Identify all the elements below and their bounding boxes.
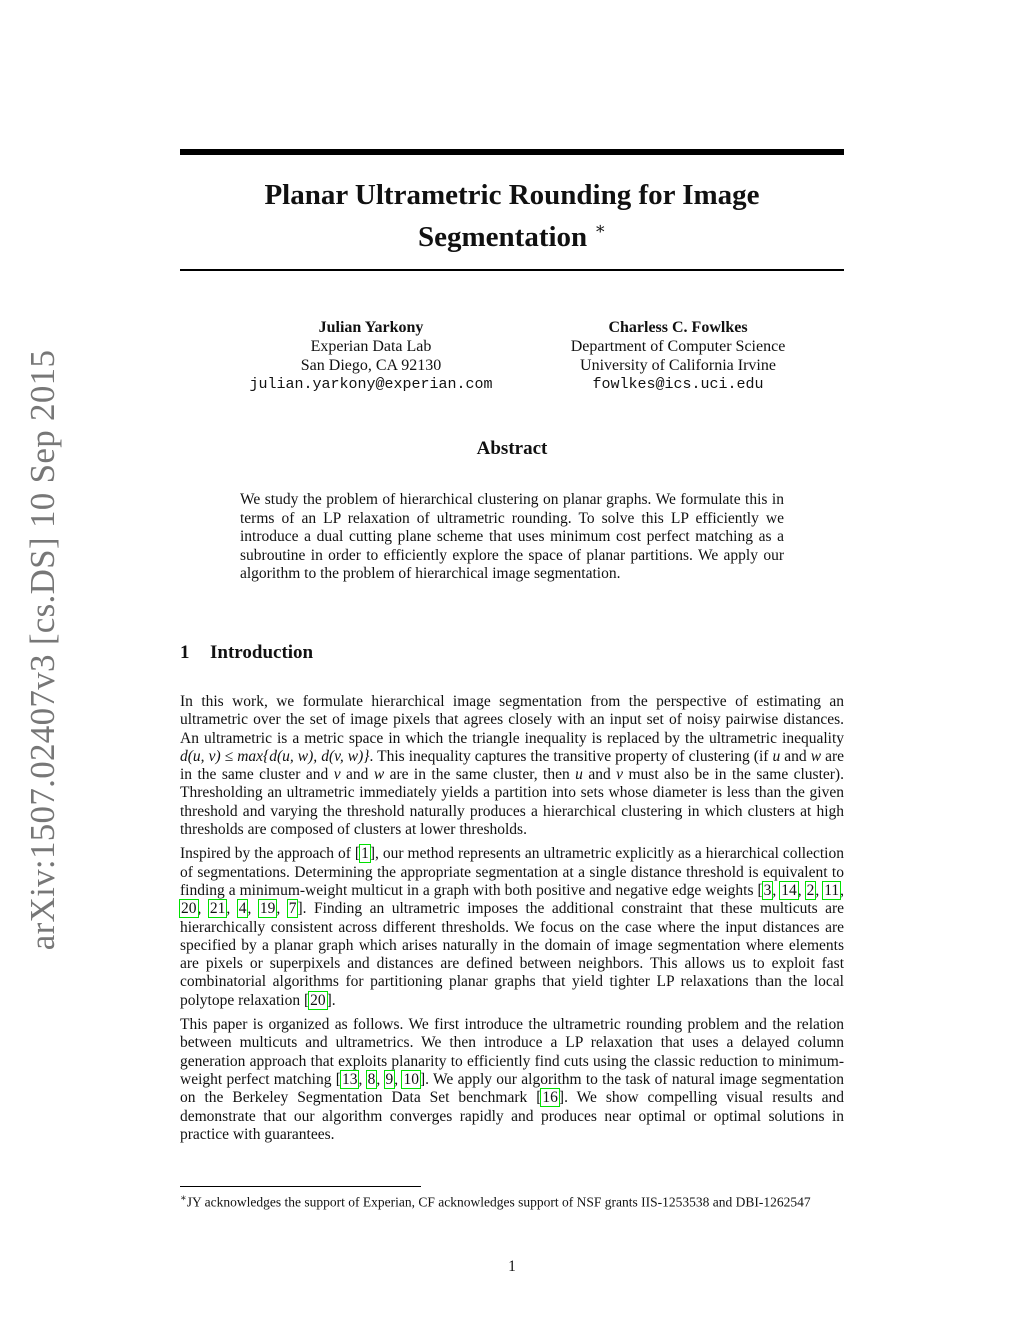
citation-link[interactable]: 11 <box>824 881 840 899</box>
intro-paragraph-1: In this work, we formulate hierarchical image segmentation from the perspective of estimating an ultrametric over the set of image pixels that agrees closely with an input set of noisy pairwise distances. An ultrametric is a metric space in which the triangle inequality is replaced by the ultrametric inequality d(u, v) ≤ max{d(u, w), d(v, w)}. This inequality captures the transitive property of clustering (if u and w are in the same cluster and v and w are in the same cluster, then u and v must also be in the same cluster). Thresholding an ultrametric immediately yields a partition into sets whose diameter is less than the given threshold and varying the threshold naturally produces a hierarchical clustering in which clusters at high thresholds are composed of clusters at lower thresholds. <box>180 693 844 839</box>
intro-paragraph-2: Inspired by the approach of [1], our method represents an ultrametric explicitly as a hierarchical collection of segmentations. Determining the appropriate segmentation at a single distance threshold is equivalent to finding a minimum-weight multicut in a graph with both positive and negative edge weights [3, 14, 2, 11, 20, 21, 4, 19, 7]. Finding an ultrametric imposes the additional constraint that these multicuts are hierarchically consistent across different thresholds. We focus on the case where the input distances are specified by a planar graph which arises naturally in the domain of image segmentation where elements are pixels or superpixels and distances are defined between neighbors. This allows us to exploit fast combinatorial algorithms for partitioning planar graphs that yield tighter LP relaxations than the local polytope relaxation [20]. <box>180 845 845 1009</box>
title-top-rule <box>180 149 844 155</box>
title-footnote-marker: ∗ <box>594 219 606 238</box>
title-line-2: Segmentation <box>418 221 588 253</box>
footnote-marker: ∗ <box>180 1193 187 1204</box>
citation-link[interactable]: 7 <box>288 900 297 918</box>
citation-link[interactable]: 20 <box>181 900 197 918</box>
citation-link[interactable]: 9 <box>385 1070 394 1088</box>
introduction-body <box>180 693 844 1150</box>
footnote-text: JY acknowledges the support of Experian, CF acknowledges support of NSF grants IIS-1253538 and DBI-1262547 <box>186 1194 811 1210</box>
citation-link[interactable]: 16 <box>542 1089 558 1107</box>
author-name: Charless C. Fowlkes <box>608 319 748 336</box>
author-address: University of California Irvine <box>580 357 776 374</box>
section-number: 1 <box>180 642 190 663</box>
citation-link[interactable]: 4 <box>238 900 247 918</box>
citation-link[interactable]: 10 <box>403 1070 419 1088</box>
author-email: julian.yarkony@experian.com <box>249 376 493 393</box>
intro-paragraph-3: This paper is organized as follows. We first introduce the ultrametric rounding problem and the relation between multicuts and ultrametrics. We then introduce a LP relaxation that uses a delayed column generation approach that exploits planarity to efficiently find cuts using the classic reduction to minimum-weight perfect matching [13, 8, 9, 10]. We apply our algorithm to the task of natural image segmentation on the Berkeley Segmentation Data Set benchmark [16]. We show compelling visual results and demonstrate that our algorithm converges rapidly and produces near optimal or optimal solutions in practice with guarantees. <box>180 1016 845 1143</box>
paper-title <box>180 178 844 254</box>
author-affiliation: Experian Data Lab <box>310 338 432 355</box>
author-block-2 <box>540 318 816 394</box>
page-number: 1 <box>508 1258 516 1275</box>
citation-link[interactable]: 2 <box>806 881 815 899</box>
citation-link[interactable]: 21 <box>209 900 226 918</box>
arxiv-id-text: arXiv:1507.02407v3 [cs.DS] 10 Sep 2015 <box>23 349 62 951</box>
citation-link[interactable]: 14 <box>781 881 797 899</box>
author-affiliation: Department of Computer Science <box>570 338 786 355</box>
citation-link[interactable]: 8 <box>367 1070 376 1088</box>
author-name: Julian Yarkony <box>318 319 424 336</box>
inline-formula: d(u, v) ≤ max{d(u, w), d(v, w)} <box>180 747 370 765</box>
section-heading-introduction <box>180 642 313 664</box>
section-title: Introduction <box>210 642 314 663</box>
title-line-1: Planar Ultrametric Rounding for Image <box>264 179 760 211</box>
footnote <box>180 1191 844 1211</box>
abstract-text: We study the problem of hierarchical clustering on planar graphs. We formulate this in terms of an LP relaxation of ultrametric rounding. To solve this LP efficiently we introduce a dual cutting plane scheme that uses minimum cost perfect matching as a subroutine in order to efficiently explore the space of planar partitions. We apply our algorithm to the problem of hierarchical image segmentation. <box>240 491 784 582</box>
footnote-rule <box>180 1186 421 1187</box>
citation-link[interactable]: 1 <box>361 845 369 863</box>
arxiv-sidebar-stamp <box>14 349 72 951</box>
author-email: fowlkes@ics.uci.edu <box>592 376 764 393</box>
citation-link[interactable]: 3 <box>763 881 772 899</box>
author-address: San Diego, CA 92130 <box>300 357 442 374</box>
author-block-1 <box>226 318 516 394</box>
citation-link[interactable]: 19 <box>259 900 276 918</box>
title-bottom-rule <box>180 269 844 271</box>
citation-link[interactable]: 20 <box>310 991 326 1009</box>
citation-link[interactable]: 13 <box>341 1070 358 1088</box>
abstract-heading: Abstract <box>476 438 548 459</box>
